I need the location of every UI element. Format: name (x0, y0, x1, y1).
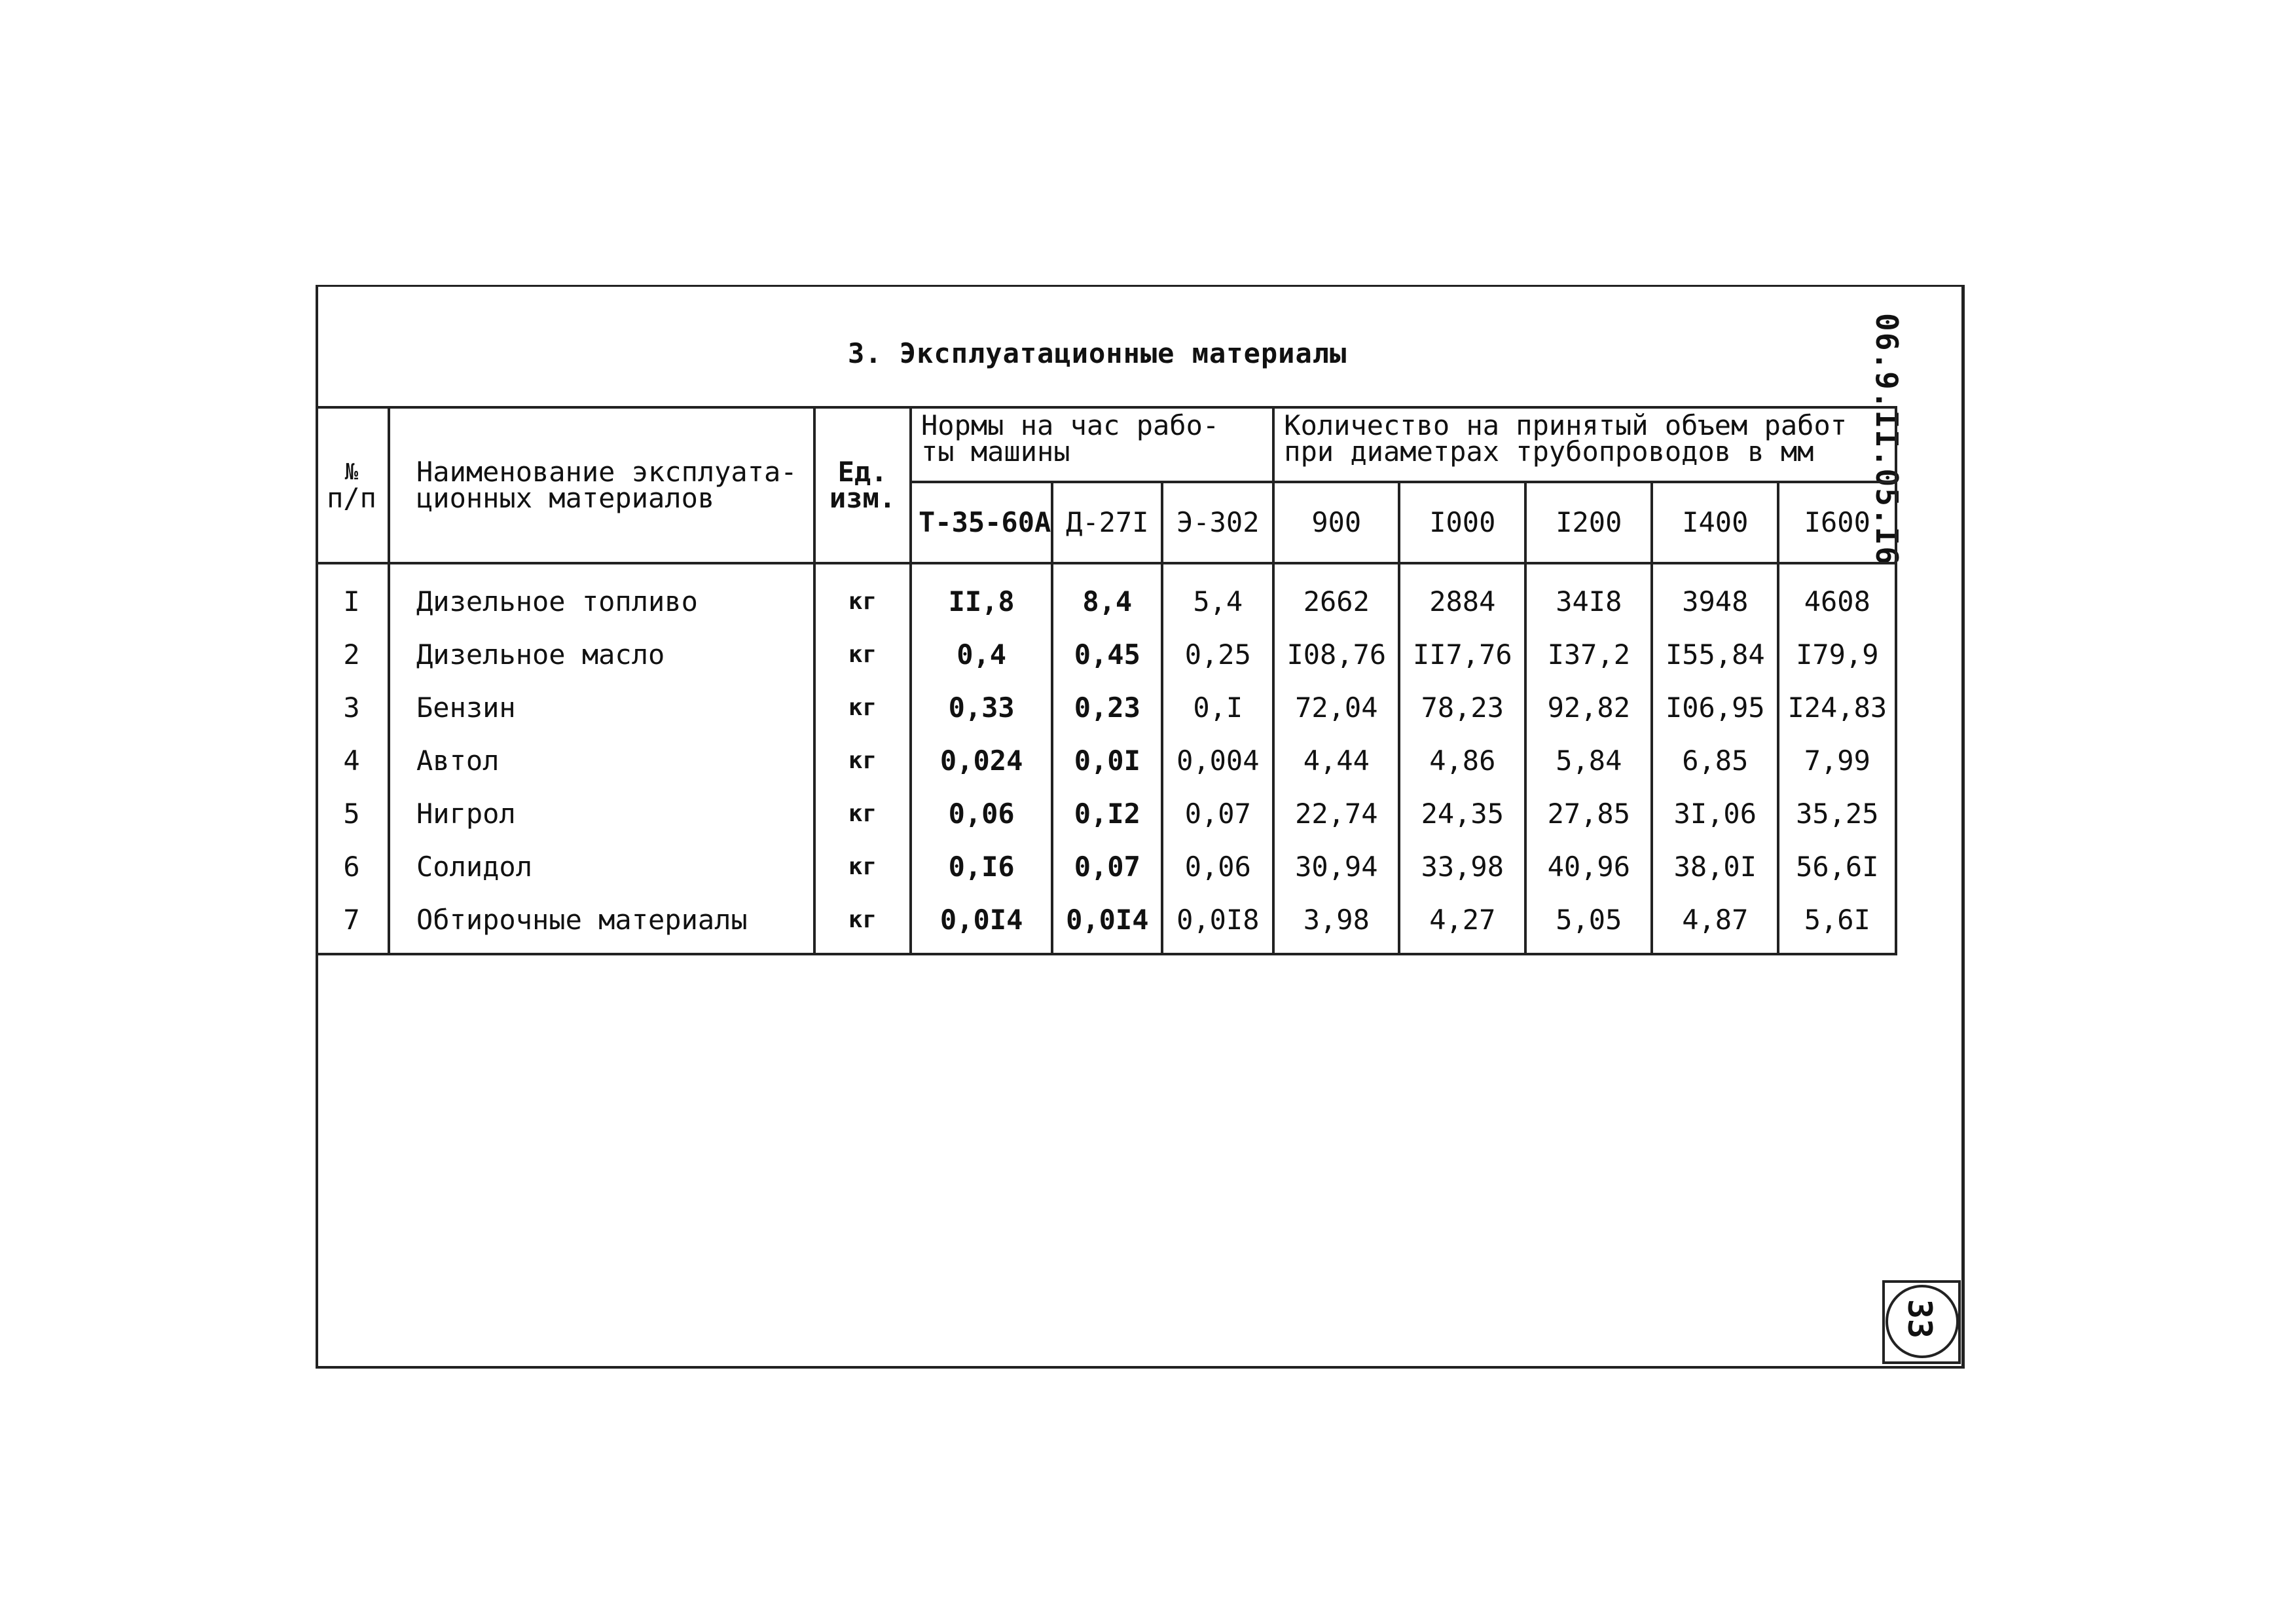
cell-t35: 0,0I4 (911, 893, 1052, 954)
cell-e302: 0,004 (1162, 734, 1273, 787)
cell-unit: кг (814, 840, 911, 893)
cell-name: Обтирочные материалы (389, 893, 814, 954)
cell-name: Бензин (389, 681, 814, 734)
cell-d1200: 34I8 (1525, 563, 1652, 628)
cell-num: I (316, 563, 389, 628)
header-diameter-900: 900 (1273, 482, 1399, 563)
cell-e302: 0,06 (1162, 840, 1273, 893)
cell-d1000: 78,23 (1399, 681, 1525, 734)
cell-d1600: I79,9 (1778, 628, 1896, 681)
cell-d1600: 4608 (1778, 563, 1896, 628)
table-row (316, 840, 1896, 893)
header-norms-group: Нормы на час рабо- ты машины (911, 407, 1273, 482)
cell-t35: 0,4 (911, 628, 1052, 681)
cell-d271: 0,07 (1052, 840, 1162, 893)
cell-d1600: 35,25 (1778, 787, 1896, 840)
cell-d1400: 3I,06 (1652, 787, 1778, 840)
cell-num: 2 (316, 628, 389, 681)
header-quantity-group: Количество на принятый объем работ при диаметрах трубопроводов в мм (1273, 407, 1896, 482)
cell-name: Нигрол (389, 787, 814, 840)
table-row (316, 563, 1896, 628)
cell-e302: 0,07 (1162, 787, 1273, 840)
cell-name: Солидол (389, 840, 814, 893)
cell-d1600: 7,99 (1778, 734, 1896, 787)
table-row (316, 893, 1896, 954)
cell-unit: кг (814, 787, 911, 840)
cell-t35: 0,024 (911, 734, 1052, 787)
cell-d271: 0,0I4 (1052, 893, 1162, 954)
cell-e302: 0,0I8 (1162, 893, 1273, 954)
header-diameter-1600: I600 (1778, 482, 1896, 563)
cell-unit: кг (814, 628, 911, 681)
cell-d271: 0,I2 (1052, 787, 1162, 840)
cell-t35: 0,06 (911, 787, 1052, 840)
cell-t35: II,8 (911, 563, 1052, 628)
cell-d1400: 38,0I (1652, 840, 1778, 893)
cell-d1200: 5,05 (1525, 893, 1652, 954)
cell-d271: 8,4 (1052, 563, 1162, 628)
cell-d271: 0,45 (1052, 628, 1162, 681)
cell-d1600: I24,83 (1778, 681, 1896, 734)
header-machine-t35: Т-35-60А (911, 482, 1052, 563)
cell-d1600: 5,6I (1778, 893, 1896, 954)
cell-d1000: 24,35 (1399, 787, 1525, 840)
cell-d1600: 56,6I (1778, 840, 1896, 893)
cell-d1000: 33,98 (1399, 840, 1525, 893)
cell-num: 7 (316, 893, 389, 954)
cell-d1200: 92,82 (1525, 681, 1652, 734)
cell-name: Дизельное масло (389, 628, 814, 681)
cell-num: 5 (316, 787, 389, 840)
cell-d1400: 6,85 (1652, 734, 1778, 787)
table-row (316, 681, 1896, 734)
cell-d900: 3,98 (1273, 893, 1399, 954)
cell-unit: кг (814, 734, 911, 787)
cell-name: Автол (389, 734, 814, 787)
cell-d900: 30,94 (1273, 840, 1399, 893)
cell-d1200: 27,85 (1525, 787, 1652, 840)
cell-d900: 2662 (1273, 563, 1399, 628)
page-number: 33 (1901, 1299, 1939, 1339)
cell-d1000: 2884 (1399, 563, 1525, 628)
cell-unit: кг (814, 681, 911, 734)
cell-d271: 0,0I (1052, 734, 1162, 787)
cell-e302: 0,I (1162, 681, 1273, 734)
header-diameter-1000: I000 (1399, 482, 1525, 563)
table-row (316, 734, 1896, 787)
cell-d271: 0,23 (1052, 681, 1162, 734)
cell-d1400: 3948 (1652, 563, 1778, 628)
table-row (316, 787, 1896, 840)
cell-d900: 22,74 (1273, 787, 1399, 840)
table-row (316, 628, 1896, 681)
cell-num: 3 (316, 681, 389, 734)
header-name: Наименование эксплуата- ционных материалов (389, 407, 814, 563)
header-machine-d271: Д-27I (1052, 482, 1162, 563)
header-unit: Ед. изм. (814, 407, 911, 563)
header-num: № п/п (316, 407, 389, 563)
cell-num: 4 (316, 734, 389, 787)
header-machine-e302: Э-302 (1162, 482, 1273, 563)
cell-d1000: 4,86 (1399, 734, 1525, 787)
cell-d900: 4,44 (1273, 734, 1399, 787)
materials-table (316, 406, 1897, 955)
cell-t35: 0,33 (911, 681, 1052, 734)
cell-d1200: I37,2 (1525, 628, 1652, 681)
cell-d1400: I06,95 (1652, 681, 1778, 734)
cell-d900: I08,76 (1273, 628, 1399, 681)
cell-d1200: 40,96 (1525, 840, 1652, 893)
cell-d1000: II7,76 (1399, 628, 1525, 681)
cell-t35: 0,I6 (911, 840, 1052, 893)
cell-d1000: 4,27 (1399, 893, 1525, 954)
cell-name: Дизельное топливо (389, 563, 814, 628)
header-diameter-1200: I200 (1525, 482, 1652, 563)
cell-unit: кг (814, 893, 911, 954)
header-diameter-1400: I400 (1652, 482, 1778, 563)
cell-d900: 72,04 (1273, 681, 1399, 734)
cell-num: 6 (316, 840, 389, 893)
cell-e302: 5,4 (1162, 563, 1273, 628)
cell-d1400: I55,84 (1652, 628, 1778, 681)
cell-d1200: 5,84 (1525, 734, 1652, 787)
cell-unit: кг (814, 563, 911, 628)
section-title: 3. Эксплуатационные материалы (848, 337, 1347, 369)
cell-d1400: 4,87 (1652, 893, 1778, 954)
cell-e302: 0,25 (1162, 628, 1273, 681)
document-code: 06.9.II.05.I6 (1869, 313, 1904, 566)
